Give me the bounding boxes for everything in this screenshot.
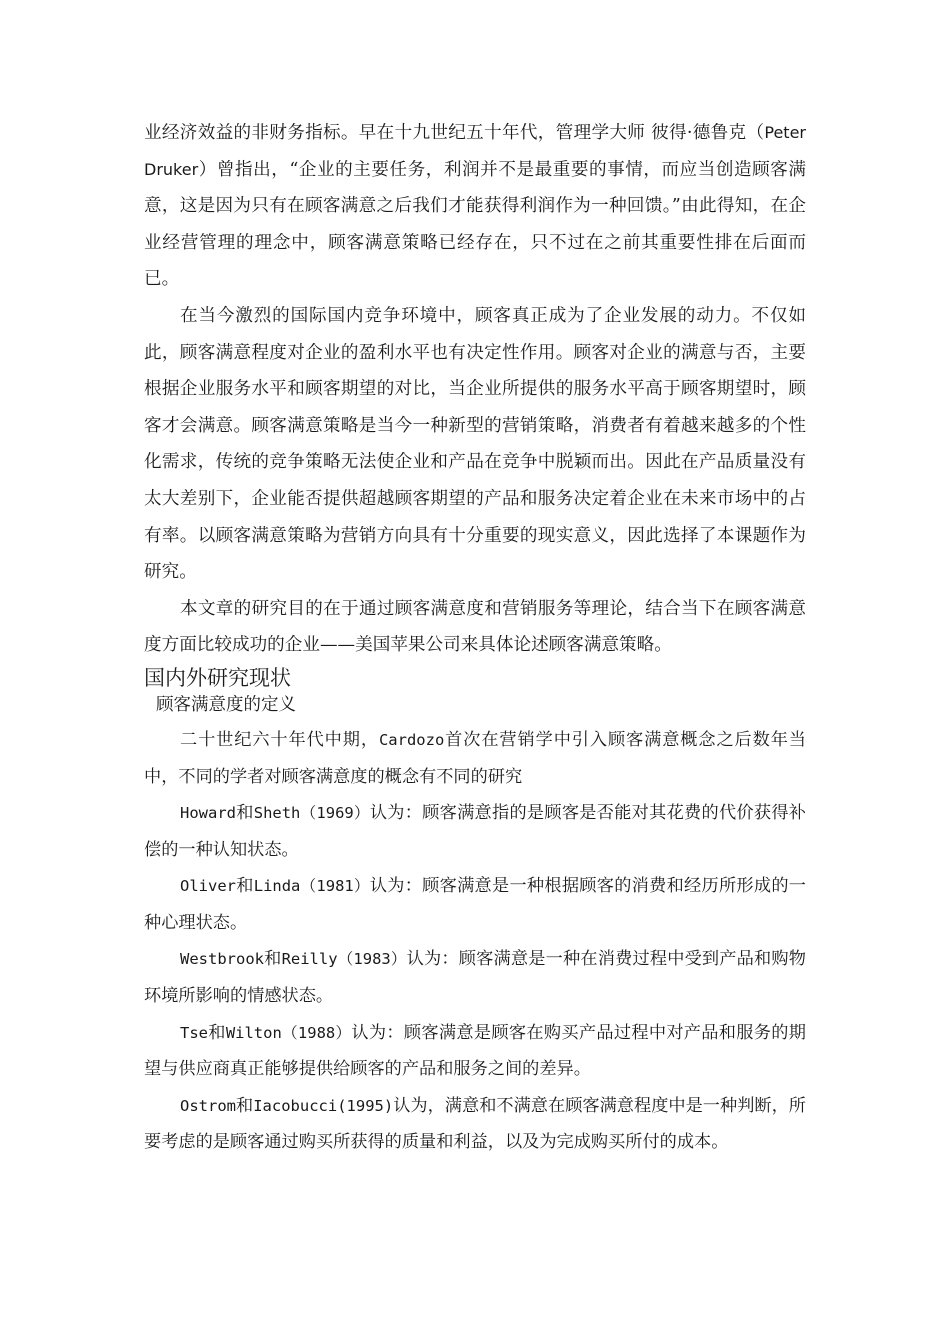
def-6-and: 和 (236, 1095, 254, 1116)
def-2-text: 认为：顾客满意指的是顾客是否能对其花费的代价获得补偿的一种认知状态。 (144, 803, 806, 860)
def-2-author-a: Howard (180, 804, 236, 823)
def-4-text: 认为：顾客满意是一种在消费过程中受到产品和购物环境所影响的情感状态。 (144, 949, 806, 1007)
def-4-author-b: Reilly（1983） (281, 950, 407, 969)
def-3-author-b: Linda（1981） (253, 877, 370, 896)
def-3-author-a: Oliver (180, 877, 236, 896)
def-4-and: 和 (264, 949, 282, 970)
def-1-pre: 二十世纪六十年代中期， (180, 729, 379, 750)
definition-paragraph-2 (144, 795, 806, 868)
def-4-author-a: Westbrook (180, 950, 264, 969)
def-3-and: 和 (236, 876, 254, 897)
intro-paragraph-2: 在当今激烈的国际国内竞争环境中，顾客真正成为了企业发展的动力。不仅如此，顾客满意程度对企业的盈利水平也有决定性作用。顾客对企业的满意与否，主要根据企业服务水平和顾客期望的对比，当企业所提供的服务水平高于顾客期望时，顾客才会满意。顾客满意策略是当今一种新型的营销策略，消费者有着越来越多的个性化需求，传统的竞争策略无法使企业和产品在竞争中脱颖而出。因此在产品质量没有太大差别下，企业能否提供超越顾客期望的产品和服务决定着企业在未来市场中的占有率。以顾客满意策略为营销方向具有十分重要的现实意义，因此选择了本课题作为研究。 (144, 305, 806, 583)
def-3-text: 认为：顾客满意是一种根据顾客的消费和经历所形成的一种心理状态。 (144, 876, 806, 933)
intro-text-b: ）曾指出，“企业的主要任务，利润并不是最重要的事情，而应当创造顾客满意，这是因为只有在顾客满意之后我们才能获得利润作为一种回馈。”由此得知，在企业经营管理的理念中，顾客满意策略已经存在，只不过在之前其重要性排在后面而已。 (144, 159, 806, 290)
def-1-text: 首次在营销学中引入顾客满意概念之后数年当中，不同的学者对顾客满意度的概念有不同的研究 (144, 729, 806, 787)
def-5-text: 认为：顾客满意是顾客在购买产品过程中对产品和服务的期望与供应商真正能够提供给顾客的产品和服务之间的差异。 (144, 1022, 806, 1080)
def-5-and: 和 (208, 1022, 226, 1043)
def-6-author-a: Ostrom (180, 1096, 236, 1115)
def-6-text: 认为，满意和不满意在顾客满意程度中是一种判断，所要考虑的是顾客通过购买所获得的质量和利益，以及为完成购买所付的成本。 (144, 1095, 806, 1153)
intro-paragraph-1 (144, 115, 806, 298)
def-2-author-b: Sheth（1969） (253, 804, 370, 823)
def-5-author-a: Tse (180, 1023, 208, 1042)
def-1-author: Cardozo (378, 730, 445, 749)
def-2-and: 和 (236, 803, 254, 824)
document-page (144, 115, 806, 1161)
definition-paragraph-5 (144, 1015, 806, 1088)
intro-text-a: 业经济效益的非财务指标。早在十九世纪五十年代，管理学大师 彼得·德鲁克（ (144, 123, 765, 143)
intro-paragraph-3: 本文章的研究目的在于通过顾客满意度和营销服务等理论，结合当下在顾客满意度方面比较成功的企业——美国苹果公司来具体论述顾客满意策略。 (144, 598, 806, 656)
def-6-author-b: Iacobucci(1995) (253, 1096, 394, 1115)
definition-paragraph-3 (144, 868, 806, 941)
definition-paragraph-4 (144, 941, 806, 1014)
section-heading: 国内外研究现状 (144, 665, 291, 690)
intro-text-latin: Peter Druker (144, 123, 806, 179)
def-5-author-b: Wilton（1988） (225, 1023, 352, 1042)
definition-paragraph-1 (144, 722, 806, 795)
subsection-heading: 顾客满意度的定义 (156, 694, 296, 715)
definition-paragraph-6 (144, 1088, 806, 1161)
